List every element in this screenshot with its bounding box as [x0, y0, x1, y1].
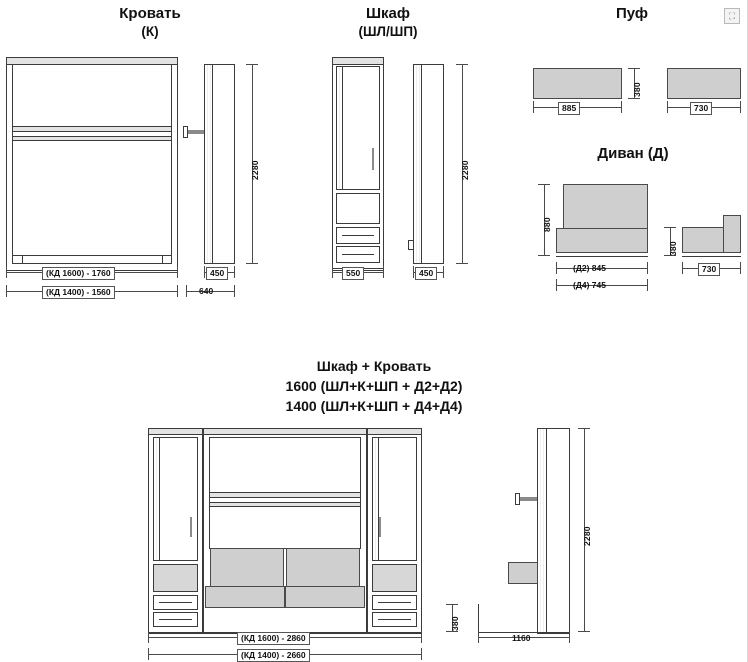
combo-right-wardrobe-handle — [379, 517, 381, 537]
combo-side-width-label: 1160 — [512, 633, 531, 643]
sofa-front-height-tick-bottom — [538, 255, 550, 256]
wardrobe-side-foot — [408, 240, 414, 250]
expand-icon[interactable] — [724, 8, 740, 24]
page-title-sofa: Диван (Д) — [597, 145, 669, 162]
bed-front-dim-tick-left-1 — [6, 266, 7, 278]
combo-side-board-edge — [537, 428, 547, 634]
bed-front-leg-right — [162, 255, 163, 264]
combo-left-drawer-2-handle — [159, 619, 192, 620]
combo-left-drawer-1-handle — [159, 602, 192, 603]
sofa-front-width-d4-label: (Д4) 745 — [573, 280, 606, 290]
bed-front-bottom-line — [12, 255, 172, 256]
combo-sofa-left-back — [210, 548, 284, 588]
sofa-front-width-tick-right-2 — [647, 279, 648, 291]
bed-front-mid-band-1 — [12, 126, 172, 132]
page-title-bed-code: (К) — [141, 24, 159, 39]
page-title-pouf: Пуф — [615, 5, 649, 22]
combo-width-tick-left-1 — [148, 631, 149, 643]
combo-sofa-left-seat — [205, 586, 285, 608]
combo-side-380-label: 380 — [450, 616, 460, 631]
combo-center-bed-band-2 — [209, 502, 361, 507]
page-title-bed: Кровать — [119, 5, 181, 22]
sofa-front-width-tick-right-1 — [647, 262, 648, 274]
combo-width-tick-right-1 — [421, 631, 422, 643]
bed-width-1600-label: (КД 1600) - 1760 — [42, 267, 115, 280]
sofa-side-width-tick-left — [682, 262, 683, 274]
combo-side-height-tick-top — [578, 428, 590, 429]
sofa-front-width-tick-left-1 — [556, 262, 557, 274]
combo-center-bed-top — [203, 428, 367, 435]
combo-side-front-edge — [478, 604, 479, 632]
pouf-front-width-tick-left — [533, 101, 534, 113]
sofa-side-width-label: 730 — [698, 263, 720, 276]
wardrobe-side-board-edge — [413, 64, 422, 264]
wardrobe-front-width-label: 550 — [342, 267, 364, 280]
combo-side-width-tick-left — [478, 631, 479, 643]
combo-right-drawer-2-handle — [378, 619, 411, 620]
sofa-side-width-tick-right — [740, 262, 741, 274]
combo-width-1400-label: (КД 1400) - 2660 — [237, 649, 310, 662]
combo-width-tick-right-2 — [421, 648, 422, 660]
bed-front-mid-band-2 — [12, 136, 172, 141]
bed-side-height-tick-bottom — [246, 263, 258, 264]
sofa-front-height-tick-top — [538, 184, 550, 185]
bed-side-depth-tick-left — [204, 266, 205, 278]
combo-side-height-tick-bottom — [578, 631, 590, 632]
combo-title-line1: Шкаф + Кровать — [316, 358, 432, 374]
combo-side-height-label: 2280 — [582, 526, 592, 546]
bed-side-arm — [186, 130, 204, 134]
wardrobe-side-height-tick-top — [456, 64, 468, 65]
bed-side-total-tick-right — [234, 285, 235, 297]
pouf-side-width-tick-left — [667, 101, 668, 113]
sofa-side-height-label: 380 — [668, 241, 678, 256]
sofa-side-base-line — [682, 256, 741, 257]
combo-right-wardrobe-shelf — [372, 564, 417, 592]
combo-left-wardrobe-handle — [190, 517, 192, 537]
combo-right-wardrobe-top — [367, 428, 422, 435]
pouf-front-height-tick-top — [628, 68, 640, 69]
combo-center-bed-band-1 — [209, 492, 361, 498]
bed-height-label: 2280 — [250, 160, 260, 180]
combo-sofa-right-seat — [285, 586, 365, 608]
bed-side-depth-tick-right — [234, 266, 235, 278]
bed-front-dim-tick-right-1 — [177, 266, 178, 278]
bed-side-arm-cap — [183, 126, 188, 138]
bed-side-total-label: 640 — [199, 286, 214, 296]
combo-sofa-right-back — [286, 548, 360, 588]
wardrobe-door-handle — [372, 148, 374, 170]
sofa-front-back — [563, 184, 648, 230]
wardrobe-front-width-tick-right — [383, 266, 384, 278]
sofa-side-back — [723, 215, 741, 253]
combo-side-arm-cap — [515, 493, 520, 505]
expand-icon-glyph: ⛶ — [728, 10, 736, 21]
pouf-front-height-tick-bottom — [628, 98, 640, 99]
sofa-front-width-tick-left-2 — [556, 279, 557, 291]
wardrobe-side-depth-tick-left — [413, 266, 414, 278]
combo-side-380-tick-top — [446, 604, 458, 605]
combo-left-wardrobe-shelf — [153, 564, 198, 592]
pouf-front-width-label: 885 — [558, 102, 580, 115]
bed-side-total-tick-left — [186, 285, 187, 297]
combo-side-380-tick-bottom — [446, 631, 458, 632]
wardrobe-front-top — [332, 57, 384, 65]
bed-side-board-edge — [204, 64, 213, 264]
combo-side-width-tick-right — [569, 631, 570, 643]
page-title-wardrobe-code: (ШЛ/ШП) — [358, 24, 418, 39]
combo-side-arm — [518, 497, 537, 501]
bed-front-dim-tick-left-2 — [6, 285, 7, 297]
wardrobe-side-height-tick-bottom — [456, 263, 468, 264]
combo-left-wardrobe-top — [148, 428, 203, 435]
sofa-side-height-tick-top — [664, 227, 676, 228]
wardrobe-side-depth-label: 450 — [415, 267, 437, 280]
wardrobe-front-width-tick-left — [332, 266, 333, 278]
page-title-wardrobe: Шкаф — [365, 5, 411, 22]
bed-front-leg-left — [22, 255, 23, 264]
bed-side-depth-label: 450 — [206, 267, 228, 280]
pouf-front-width-tick-right — [621, 101, 622, 113]
combo-right-drawer-1-handle — [378, 602, 411, 603]
bed-front-dim-tick-right-2 — [177, 285, 178, 297]
sofa-front-width-d2-label: (Д2) 845 — [573, 263, 606, 273]
pouf-side-width-tick-right — [740, 101, 741, 113]
wardrobe-front-shelf — [336, 193, 380, 224]
wardrobe-height-label: 2280 — [460, 160, 470, 180]
pouf-side-width-label: 730 — [690, 102, 712, 115]
bed-side-height-tick-top — [246, 64, 258, 65]
bed-front-inner — [12, 64, 172, 264]
combo-title-line3: 1400 (ШЛ+К+ШП + Д4+Д4) — [285, 398, 463, 414]
sofa-front-seat — [556, 228, 648, 253]
combo-width-tick-left-2 — [148, 648, 149, 660]
wardrobe-drawer-1-handle — [342, 235, 374, 236]
wardrobe-drawer-2-handle — [342, 254, 374, 255]
combo-right-wardrobe-door-edge — [372, 437, 379, 561]
sofa-front-height-label: 880 — [542, 217, 552, 232]
wardrobe-front-door-edge — [336, 66, 343, 190]
combo-side-sofa — [508, 562, 538, 584]
sofa-front-base-line — [556, 256, 648, 257]
pouf-side-body — [667, 68, 741, 99]
combo-left-wardrobe-door-edge — [153, 437, 160, 561]
pouf-front-body — [533, 68, 622, 99]
bed-width-1400-label: (КД 1400) - 1560 — [42, 286, 115, 299]
pouf-front-height-label: 380 — [632, 82, 642, 97]
combo-width-1600-label: (КД 1600) - 2860 — [237, 632, 310, 645]
wardrobe-side-depth-tick-right — [443, 266, 444, 278]
combo-title-line2: 1600 (ШЛ+К+ШП + Д2+Д2) — [285, 378, 463, 394]
